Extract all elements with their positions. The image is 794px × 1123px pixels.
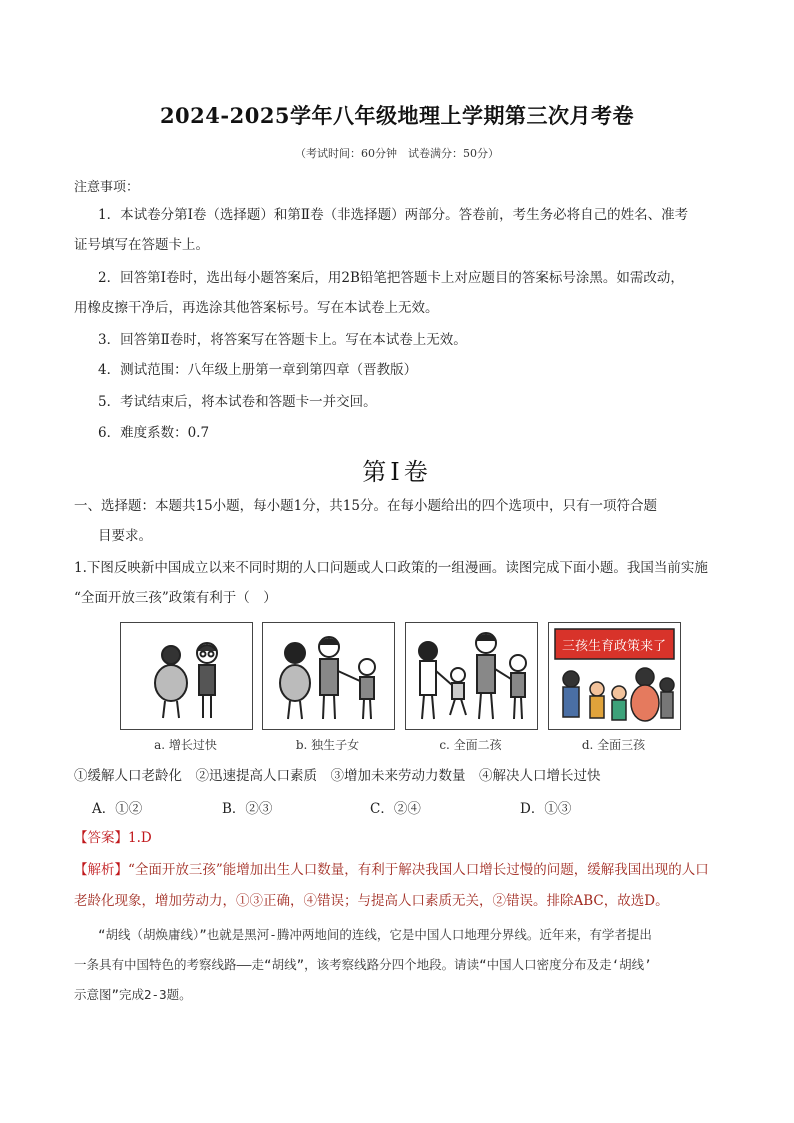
passage-line-1: “胡线（胡焕庸线）”也就是黑河-腾冲两地间的连线，它是中国人口地理分界线。近年来，有学者提出 <box>98 927 652 942</box>
notice-item-5: 5．考试结束后，将本试卷和答题卡一并交回。 <box>98 394 377 410</box>
notice-heading: 注意事项： <box>74 180 140 195</box>
comic-d-illustration <box>549 623 680 729</box>
passage-line-2: 一条具有中国特色的考察线路——走“胡线”，该考察线路分四个地段。请读“中国人口密度分布及走‘胡线’ <box>74 957 652 972</box>
notice-item-3: 3．回答第Ⅱ卷时，将答案写在答题卡上。写在本试卷上无效。 <box>98 332 467 348</box>
option-c: C．②④ <box>370 801 421 817</box>
question-1-statements: ①缓解人口老龄化 ②迅速提高人口素质 ③增加未来劳动力数量 ④解决人口增长过快 <box>74 768 601 784</box>
comic-caption-a: a. 增长过快 <box>154 738 217 752</box>
analysis-line-1 <box>74 860 709 880</box>
notice-item-2: 2．回答第Ⅰ卷时，选出每小题答案后，用2B铅笔把答题卡上对应题目的答案标号涂黑。如需改动， <box>98 270 684 286</box>
question-1-stem-cont: “全面开放三孩”政策有利于（ ） <box>74 590 277 606</box>
section-instructions: 一、选择题：本题共15小题，每小题1分，共15分。在每小题给出的四个选项中，只有一项符合题 <box>74 498 657 514</box>
notice-item-6: 6．难度系数：0.7 <box>98 425 210 441</box>
comic-caption-b: b. 独生子女 <box>295 738 360 752</box>
analysis-text-2: 老龄化现象，增加劳动力，①③正确，④错误；与提高人口素质无关，②错误。排除ABC，故选D。 <box>74 893 669 909</box>
answer-tag: 【答案】 <box>74 830 128 846</box>
banner-text: 三孩生育政策来了 <box>561 639 667 654</box>
notice-item-2-cont: 用橡皮擦干净后，再选涂其他答案标号。写在本试卷上无效。 <box>74 300 439 316</box>
notice-item-4: 4．测试范围：八年级上册第一章到第四章（晋教版） <box>98 362 418 378</box>
answer-value: 1.D <box>128 830 152 846</box>
exam-subtitle: （考试时间：60分钟 试卷满分：50分） <box>295 147 499 160</box>
notice-item-1-cont: 证号填写在答题卡上。 <box>74 237 209 253</box>
comic-panel-a <box>120 622 253 730</box>
comic-panel-b <box>262 622 395 730</box>
comic-a-illustration <box>121 623 252 729</box>
comic-b-illustration <box>263 623 394 729</box>
analysis-text-1: “全面开放三孩”能增加出生人口数量，有利于解决我国人口增长过慢的问题，缓解我国出现的人口 <box>128 862 709 878</box>
option-d: D．①③ <box>520 801 572 817</box>
notice-item-1: 1．本试卷分第Ⅰ卷（选择题）和第Ⅱ卷（非选择题）两部分。答卷前，考生务必将自己的姓名、准考 <box>98 207 689 223</box>
exam-title: 2024-2025学年八年级地理上学期第三次月考卷 <box>159 103 635 128</box>
answer-line <box>74 828 152 848</box>
option-b: B．②③ <box>222 801 273 817</box>
option-a: A．①② <box>92 801 143 817</box>
section-instructions-cont: 目要求。 <box>98 528 152 544</box>
volume-heading: 第Ⅰ卷 <box>362 458 432 486</box>
comic-caption-d: d. 全面三孩 <box>581 738 646 752</box>
comic-panel-c <box>405 622 538 730</box>
passage-line-3: 示意图”完成2-3题。 <box>74 987 192 1002</box>
question-1-stem: 1.下图反映新中国成立以来不同时期的人口问题或人口政策的一组漫画。读图完成下面小题。我国当前实施 <box>74 560 708 576</box>
comic-caption-c: c. 全面二孩 <box>439 738 502 752</box>
comic-c-illustration <box>406 623 537 729</box>
analysis-tag: 【解析】 <box>74 862 128 878</box>
comic-panel-d <box>548 622 681 730</box>
